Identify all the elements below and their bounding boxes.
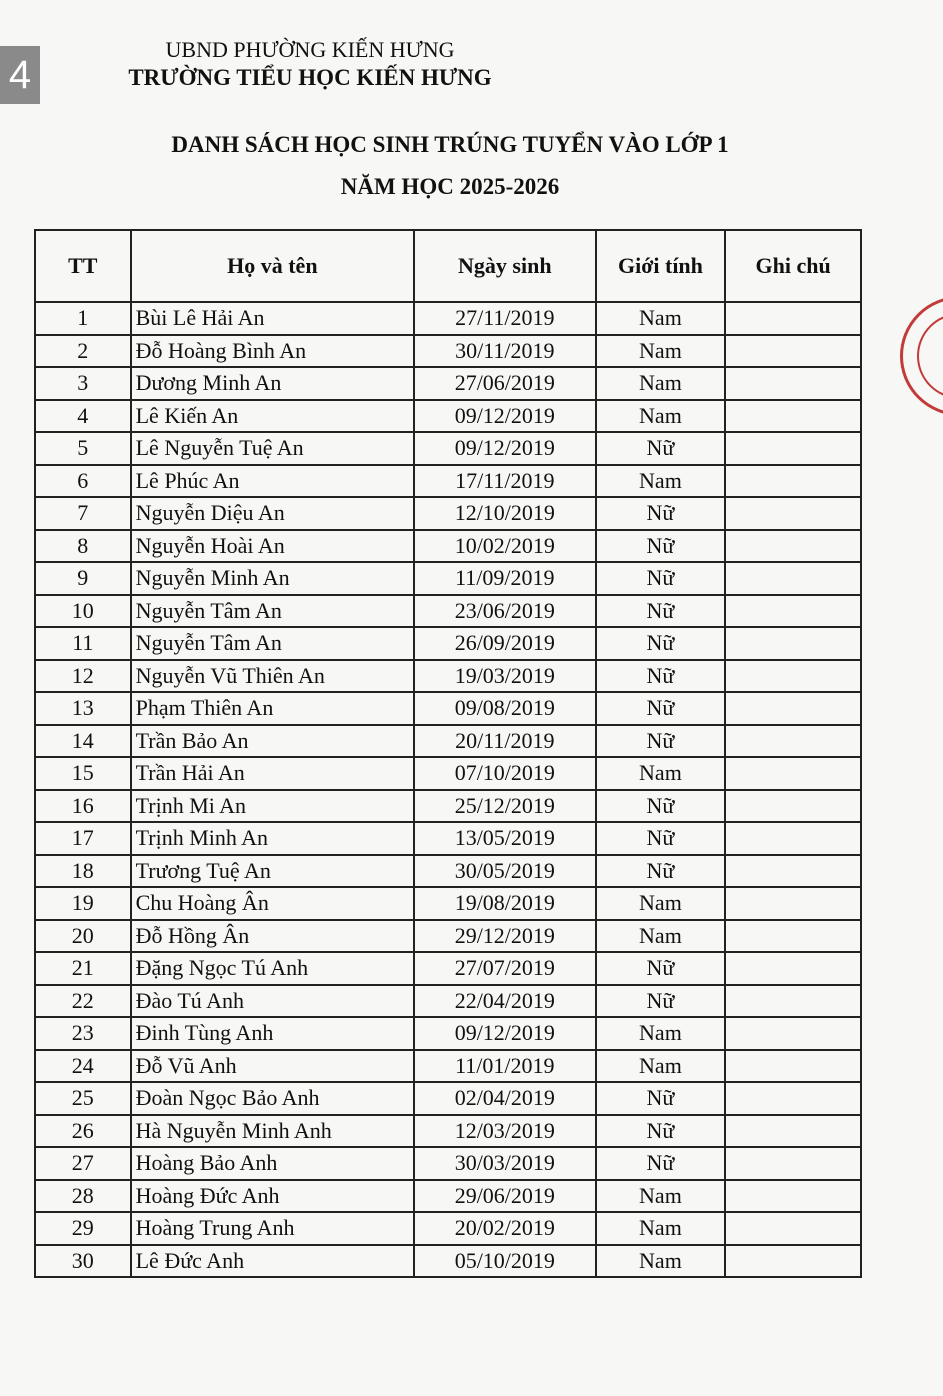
row-number-cell: 10 <box>35 595 131 628</box>
date-of-birth-cell: 20/02/2019 <box>414 1212 596 1245</box>
date-of-birth-cell: 25/12/2019 <box>414 790 596 823</box>
date-of-birth-cell: 30/11/2019 <box>414 335 596 368</box>
student-name-cell: Dương Minh An <box>131 367 414 400</box>
table-row <box>35 530 861 563</box>
row-number-cell: 11 <box>35 627 131 660</box>
note-cell <box>725 465 861 498</box>
gender-cell: Nam <box>596 335 726 368</box>
row-number-cell: 26 <box>35 1115 131 1148</box>
date-of-birth-cell: 09/12/2019 <box>414 400 596 433</box>
table-row <box>35 465 861 498</box>
student-name-cell: Nguyễn Tâm An <box>131 595 414 628</box>
date-of-birth-cell: 11/09/2019 <box>414 562 596 595</box>
table-row <box>35 367 861 400</box>
gender-cell: Nam <box>596 1180 726 1213</box>
student-name-cell: Đỗ Vũ Anh <box>131 1050 414 1083</box>
gender-cell: Nam <box>596 302 726 335</box>
student-name-cell: Lê Kiến An <box>131 400 414 433</box>
date-of-birth-cell: 23/06/2019 <box>414 595 596 628</box>
student-table <box>34 229 862 1278</box>
row-number-cell: 9 <box>35 562 131 595</box>
note-cell <box>725 757 861 790</box>
date-of-birth-cell: 26/09/2019 <box>414 627 596 660</box>
date-of-birth-cell: 12/03/2019 <box>414 1115 596 1148</box>
authority-name: UBND PHƯỜNG KIẾN HƯNG <box>165 37 455 62</box>
student-name-cell: Trần Bảo An <box>131 725 414 758</box>
student-name-cell: Lê Phúc An <box>131 465 414 498</box>
note-cell <box>725 335 861 368</box>
row-number-cell: 12 <box>35 660 131 693</box>
student-name-cell: Đỗ Hoàng Bình An <box>131 335 414 368</box>
date-of-birth-cell: 07/10/2019 <box>414 757 596 790</box>
table-row <box>35 400 861 433</box>
date-of-birth-cell: 27/11/2019 <box>414 302 596 335</box>
note-cell <box>725 1212 861 1245</box>
table-row <box>35 335 861 368</box>
row-number-cell: 30 <box>35 1245 131 1278</box>
gender-cell: Nữ <box>596 1115 726 1148</box>
note-cell <box>725 1050 861 1083</box>
row-number-cell: 18 <box>35 855 131 888</box>
document-header <box>100 36 520 92</box>
table-row <box>35 692 861 725</box>
gender-cell: Nữ <box>596 627 726 660</box>
table-row <box>35 660 861 693</box>
note-cell <box>725 400 861 433</box>
student-name-cell: Đỗ Hồng Ân <box>131 920 414 953</box>
student-name-cell: Trịnh Minh An <box>131 822 414 855</box>
col-header-name: Họ và tên <box>131 230 414 302</box>
table-body <box>35 302 861 1277</box>
note-cell <box>725 627 861 660</box>
student-name-cell: Hoàng Trung Anh <box>131 1212 414 1245</box>
note-cell <box>725 855 861 888</box>
date-of-birth-cell: 05/10/2019 <box>414 1245 596 1278</box>
school-year: NĂM HỌC 2025-2026 <box>340 174 560 199</box>
gender-cell: Nữ <box>596 432 726 465</box>
table-row <box>35 1082 861 1115</box>
note-cell <box>725 985 861 1018</box>
note-cell <box>725 1115 861 1148</box>
row-number-cell: 7 <box>35 497 131 530</box>
student-name-cell: Trần Hải An <box>131 757 414 790</box>
table-row <box>35 725 861 758</box>
student-name-cell: Lê Nguyễn Tuệ An <box>131 432 414 465</box>
date-of-birth-cell: 27/06/2019 <box>414 367 596 400</box>
gender-cell: Nam <box>596 887 726 920</box>
table-row <box>35 1245 861 1278</box>
date-of-birth-cell: 10/02/2019 <box>414 530 596 563</box>
table-row <box>35 497 861 530</box>
table-row <box>35 1180 861 1213</box>
gender-cell: Nữ <box>596 1147 726 1180</box>
gender-cell: Nam <box>596 367 726 400</box>
row-number-cell: 15 <box>35 757 131 790</box>
date-of-birth-cell: 09/12/2019 <box>414 432 596 465</box>
note-cell <box>725 790 861 823</box>
note-cell <box>725 887 861 920</box>
table-row <box>35 822 861 855</box>
student-name-cell: Phạm Thiên An <box>131 692 414 725</box>
student-name-cell: Hoàng Đức Anh <box>131 1180 414 1213</box>
note-cell <box>725 1180 861 1213</box>
note-cell <box>725 660 861 693</box>
gender-cell: Nam <box>596 920 726 953</box>
col-header-note: Ghi chú <box>725 230 861 302</box>
gender-cell: Nữ <box>596 985 726 1018</box>
note-cell <box>725 367 861 400</box>
student-name-cell: Nguyễn Diệu An <box>131 497 414 530</box>
table-row <box>35 432 861 465</box>
school-name: TRƯỜNG TIỂU HỌC KIẾN HƯNG <box>128 65 492 90</box>
row-number-cell: 8 <box>35 530 131 563</box>
row-number-cell: 4 <box>35 400 131 433</box>
table-header-row <box>35 230 861 302</box>
note-cell <box>725 530 861 563</box>
gender-cell: Nữ <box>596 562 726 595</box>
date-of-birth-cell: 02/04/2019 <box>414 1082 596 1115</box>
row-number-cell: 23 <box>35 1017 131 1050</box>
note-cell <box>725 1082 861 1115</box>
table-row <box>35 1050 861 1083</box>
table-row <box>35 1147 861 1180</box>
col-header-tt: TT <box>35 230 131 302</box>
gender-cell: Nữ <box>596 595 726 628</box>
row-number-cell: 24 <box>35 1050 131 1083</box>
table-row <box>35 790 861 823</box>
date-of-birth-cell: 19/08/2019 <box>414 887 596 920</box>
note-cell <box>725 497 861 530</box>
date-of-birth-cell: 09/08/2019 <box>414 692 596 725</box>
note-cell <box>725 302 861 335</box>
gender-cell: Nam <box>596 1050 726 1083</box>
note-cell <box>725 1147 861 1180</box>
document-title: DANH SÁCH HỌC SINH TRÚNG TUYỂN VÀO LỚP 1 <box>171 132 729 157</box>
gender-cell: Nữ <box>596 790 726 823</box>
col-header-gender: Giới tính <box>596 230 726 302</box>
date-of-birth-cell: 09/12/2019 <box>414 1017 596 1050</box>
student-name-cell: Đặng Ngọc Tú Anh <box>131 952 414 985</box>
gender-cell: Nam <box>596 1017 726 1050</box>
student-name-cell: Lê Đức Anh <box>131 1245 414 1278</box>
date-of-birth-cell: 13/05/2019 <box>414 822 596 855</box>
note-cell <box>725 952 861 985</box>
date-of-birth-cell: 19/03/2019 <box>414 660 596 693</box>
row-number-cell: 5 <box>35 432 131 465</box>
row-number-cell: 13 <box>35 692 131 725</box>
table-row <box>35 595 861 628</box>
table-row <box>35 920 861 953</box>
table-row <box>35 952 861 985</box>
row-number-cell: 19 <box>35 887 131 920</box>
row-number-cell: 6 <box>35 465 131 498</box>
gender-cell: Nữ <box>596 530 726 563</box>
gender-cell: Nữ <box>596 692 726 725</box>
table-row <box>35 985 861 1018</box>
note-cell <box>725 562 861 595</box>
student-name-cell: Trịnh Mi An <box>131 790 414 823</box>
table-row <box>35 757 861 790</box>
gender-cell: Nam <box>596 1245 726 1278</box>
student-name-cell: Đoàn Ngọc Bảo Anh <box>131 1082 414 1115</box>
row-number-cell: 2 <box>35 335 131 368</box>
date-of-birth-cell: 29/06/2019 <box>414 1180 596 1213</box>
student-name-cell: Trương Tuệ An <box>131 855 414 888</box>
row-number-cell: 21 <box>35 952 131 985</box>
row-number-cell: 28 <box>35 1180 131 1213</box>
student-name-cell: Đinh Tùng Anh <box>131 1017 414 1050</box>
note-cell <box>725 725 861 758</box>
table-row <box>35 887 861 920</box>
note-cell <box>725 1017 861 1050</box>
gender-cell: Nữ <box>596 855 726 888</box>
gender-cell: Nam <box>596 400 726 433</box>
date-of-birth-cell: 11/01/2019 <box>414 1050 596 1083</box>
table-row <box>35 562 861 595</box>
note-cell <box>725 920 861 953</box>
row-number-cell: 16 <box>35 790 131 823</box>
row-number-cell: 29 <box>35 1212 131 1245</box>
student-name-cell: Nguyễn Tâm An <box>131 627 414 660</box>
row-number-cell: 20 <box>35 920 131 953</box>
note-cell <box>725 595 861 628</box>
table-row <box>35 627 861 660</box>
student-name-cell: Chu Hoàng Ân <box>131 887 414 920</box>
student-name-cell: Nguyễn Hoài An <box>131 530 414 563</box>
date-of-birth-cell: 29/12/2019 <box>414 920 596 953</box>
student-name-cell: Hoàng Bảo Anh <box>131 1147 414 1180</box>
col-header-dob: Ngày sinh <box>414 230 596 302</box>
student-name-cell: Hà Nguyễn Minh Anh <box>131 1115 414 1148</box>
gender-cell: Nữ <box>596 1082 726 1115</box>
date-of-birth-cell: 17/11/2019 <box>414 465 596 498</box>
row-number-cell: 17 <box>35 822 131 855</box>
gender-cell: Nữ <box>596 725 726 758</box>
student-name-cell: Bùi Lê Hải An <box>131 302 414 335</box>
gender-cell: Nữ <box>596 497 726 530</box>
gender-cell: Nam <box>596 1212 726 1245</box>
student-name-cell: Nguyễn Vũ Thiên An <box>131 660 414 693</box>
date-of-birth-cell: 22/04/2019 <box>414 985 596 1018</box>
table-row <box>35 1017 861 1050</box>
row-number-cell: 27 <box>35 1147 131 1180</box>
table-row <box>35 1115 861 1148</box>
date-of-birth-cell: 30/03/2019 <box>414 1147 596 1180</box>
date-of-birth-cell: 30/05/2019 <box>414 855 596 888</box>
student-name-cell: Nguyễn Minh An <box>131 562 414 595</box>
note-cell <box>725 1245 861 1278</box>
gender-cell: Nam <box>596 465 726 498</box>
gender-cell: Nữ <box>596 660 726 693</box>
date-of-birth-cell: 20/11/2019 <box>414 725 596 758</box>
student-name-cell: Đào Tú Anh <box>131 985 414 1018</box>
page-number-badge: 4 <box>0 46 40 104</box>
row-number-cell: 1 <box>35 302 131 335</box>
row-number-cell: 22 <box>35 985 131 1018</box>
gender-cell: Nữ <box>596 952 726 985</box>
table-row <box>35 1212 861 1245</box>
note-cell <box>725 432 861 465</box>
note-cell <box>725 692 861 725</box>
row-number-cell: 25 <box>35 1082 131 1115</box>
row-number-cell: 14 <box>35 725 131 758</box>
table-row <box>35 302 861 335</box>
date-of-birth-cell: 27/07/2019 <box>414 952 596 985</box>
row-number-cell: 3 <box>35 367 131 400</box>
date-of-birth-cell: 12/10/2019 <box>414 497 596 530</box>
note-cell <box>725 822 861 855</box>
table-row <box>35 855 861 888</box>
gender-cell: Nữ <box>596 822 726 855</box>
gender-cell: Nam <box>596 757 726 790</box>
official-seal <box>900 290 943 430</box>
